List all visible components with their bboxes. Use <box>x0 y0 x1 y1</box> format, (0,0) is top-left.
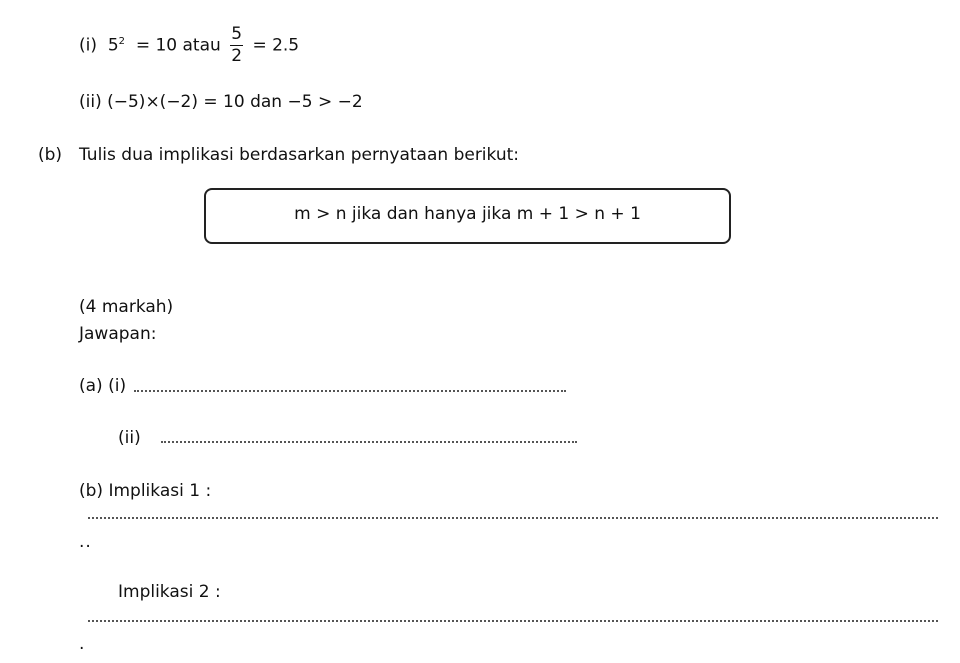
implication-1-line[interactable] <box>88 517 938 519</box>
answer-a-i-line[interactable] <box>134 390 566 392</box>
fraction-denominator: 2 <box>231 46 243 66</box>
part-a-i-equation-2: = 2.5 <box>252 35 300 56</box>
implication-2-tail: . <box>79 634 85 654</box>
part-a-i-line <box>79 26 299 65</box>
answer-heading: Jawapan: <box>79 324 157 344</box>
marks-label: (4 markah) <box>79 297 174 317</box>
answer-a-ii-line[interactable] <box>161 441 577 443</box>
part-a-i-exponent: 2 <box>118 35 126 47</box>
part-b-question: Tulis dua implikasi berdasarkan pernyataan berikut: <box>79 145 520 165</box>
implication-2-label: Implikasi 2 : <box>118 582 221 602</box>
implication-1-label: (b) Implikasi 1 : <box>79 481 212 501</box>
part-a-i-equation-1: = 10 atau <box>135 35 221 56</box>
answer-a-i-label: (a) (i) <box>79 376 127 396</box>
part-a-i-base: 5 <box>107 35 119 56</box>
part-b-label: (b) <box>38 145 63 165</box>
part-a-i-label: (i) <box>79 35 97 56</box>
part-a-ii-line: (ii) (−5)×(−2) = 10 dan −5 > −2 <box>79 92 363 112</box>
statement-box <box>204 188 731 244</box>
answer-a-ii-label: (ii) <box>118 428 141 448</box>
statement-text: m > n jika dan hanya jika m + 1 > n + 1 <box>294 204 641 224</box>
implication-2-line[interactable] <box>88 620 938 622</box>
implication-1-tail: .. <box>79 532 92 552</box>
fraction-numerator: 5 <box>231 24 243 44</box>
fraction <box>230 26 243 65</box>
